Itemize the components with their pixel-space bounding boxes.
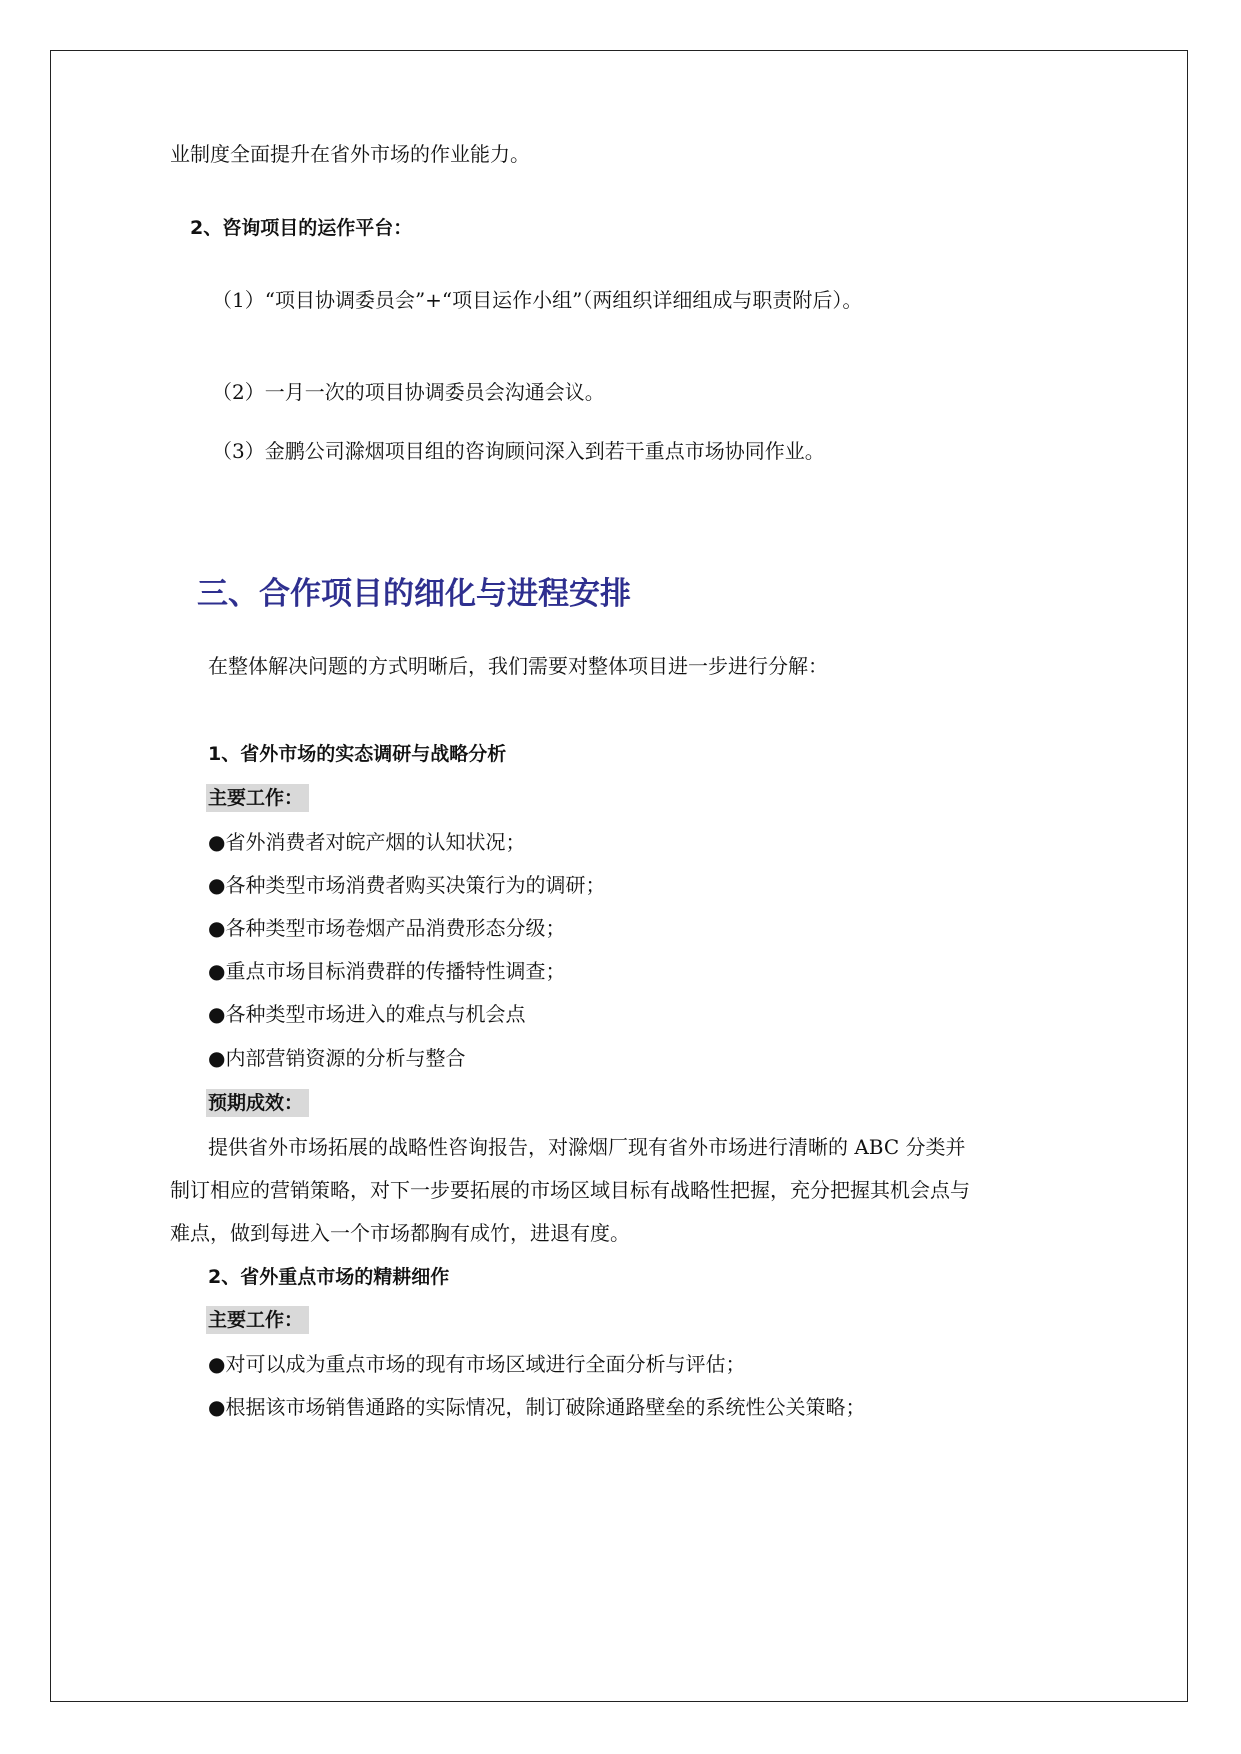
intro-line: 业制度全面提升在省外市场的作业能力。: [170, 142, 530, 166]
sub1-result-line-1: 提供省外市场拓展的战略性咨询报告，对滁烟厂现有省外市场进行清晰的 ABC 分类并: [208, 1135, 966, 1159]
platform-item-3: （3）金鹏公司滁烟项目组的咨询顾问深入到若干重点市场协同作业。: [212, 439, 825, 463]
sub1-work-item-2: ●各种类型市场消费者购买决策行为的调研；: [208, 873, 606, 897]
sub1-work-label: 主要工作：: [206, 784, 309, 812]
sub1-work-item-5: ●各种类型市场进入的难点与机会点: [208, 1002, 526, 1026]
platform-item-2: （2）一月一次的项目协调委员会沟通会议。: [212, 380, 605, 404]
sub2-work-item-2: ●根据该市场销售通路的实际情况，制订破除通路壁垒的系统性公关策略；: [208, 1395, 866, 1419]
sub1-heading: 1、省外市场的实态调研与战略分析: [208, 743, 507, 765]
sub1-work-item-1: ●省外消费者对皖产烟的认知状况；: [208, 830, 526, 854]
sub1-work-item-3: ●各种类型市场卷烟产品消费形态分级；: [208, 916, 566, 940]
sub1-work-item-4: ●重点市场目标消费群的传播特性调查；: [208, 959, 566, 983]
sub1-work-item-6: ●内部营销资源的分析与整合: [208, 1046, 466, 1070]
section-title: 三、合作项目的细化与进程安排: [197, 576, 631, 612]
sub2-heading: 2、省外重点市场的精耕细作: [208, 1266, 450, 1288]
sub1-result-label: 预期成效：: [206, 1089, 309, 1117]
platform-heading: 2、咨询项目的运作平台：: [190, 217, 413, 239]
section-intro: 在整体解决问题的方式明晰后，我们需要对整体项目进一步进行分解：: [208, 654, 828, 678]
sub2-work-label: 主要工作：: [206, 1306, 309, 1334]
sub2-work-item-1: ●对可以成为重点市场的现有市场区域进行全面分析与评估；: [208, 1352, 746, 1376]
sub1-result-line-2: 制订相应的营销策略，对下一步要拓展的市场区域目标有战略性把握，充分把握其机会点与: [170, 1178, 970, 1202]
sub1-result-line-3: 难点，做到每进入一个市场都胸有成竹，进退有度。: [170, 1221, 630, 1245]
platform-item-1: （1）“项目协调委员会”+“项目运作小组”（两组织详细组成与职责附后）。: [212, 288, 863, 312]
